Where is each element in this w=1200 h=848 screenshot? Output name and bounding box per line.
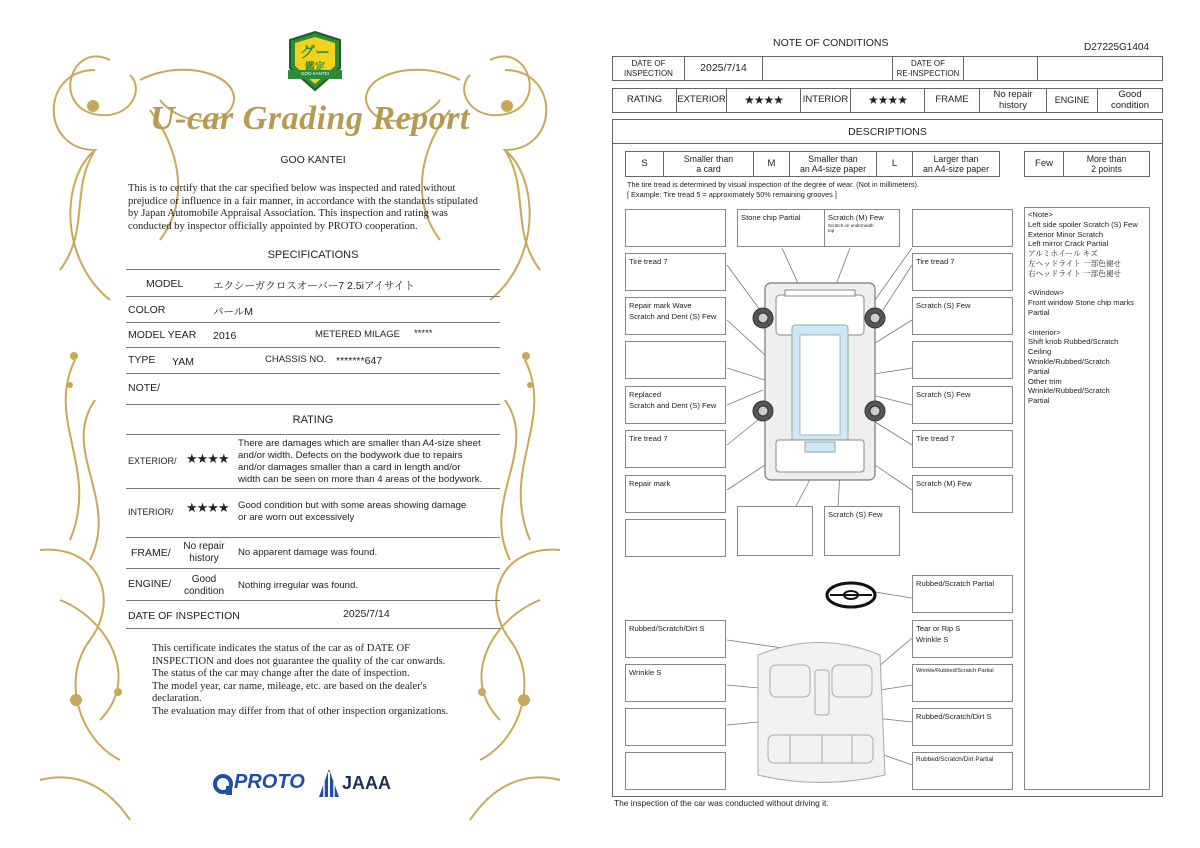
divider [126,537,500,538]
note-line: Wrinkle/Rubbed/Scratch [1028,386,1110,396]
badge-top-text: グー [299,44,330,61]
divider [126,347,500,348]
box-text: Tire tread 7 [916,257,955,266]
note-spacer [1028,279,1146,289]
legend-line: Larger than [933,153,979,164]
diagram-box-door-trim [912,664,1013,702]
jaaa-logo-text: JAAA [342,773,392,793]
box-text: Wrinkle/Rubbed/Scratch Partial [916,668,994,674]
diagram-box-driver-seat [912,620,1013,658]
type-label: TYPE [128,354,156,366]
note-line: Front window Stone chip marks [1028,298,1134,308]
box-text: Rubbed/Scratch Partial [916,579,995,588]
value-line: condition [1110,99,1150,111]
interior-description [238,500,508,524]
intro-line: This is to certify that the car specified below was inspected and rated without [128,183,456,194]
note-line: Exterior Minor Scratch [1028,229,1104,239]
value-line: No repair [993,88,1033,100]
label-line: DATE OF [910,59,946,69]
box-text: Tire tread 7 [916,434,955,443]
diagram-box-right-rear-tire [912,430,1013,468]
proto-logo [212,770,312,798]
legend-line: an A4-size paper [799,164,867,174]
diagram-box-right-top [912,209,1013,247]
engine-value-line: Good [191,574,217,585]
car-top-view [765,283,875,480]
intro-line: conducted by inspector officially appointed by PROTO cooperation. [128,220,418,232]
date-of-inspection-value: 2025/7/14 [684,57,762,80]
document-id: D27225G1404 [1084,42,1150,53]
date-of-inspection-value: 2025/7/14 [343,608,390,620]
box-text: Scratch (M) Few [828,213,884,222]
label-line: DATE OF [631,59,666,69]
frame-value-line: history [189,553,219,564]
note-line: 右ヘッドライト 一部色褪せ [1028,268,1122,278]
diagram-box-right-middle [912,341,1013,379]
proto-mark-icon [212,772,234,796]
certificate-title: U-car Grading Report [150,100,470,137]
note-line: Wrinkle/Rubbed/Scratch [1028,356,1110,366]
frame-description: No apparent damage was found. [238,547,378,558]
note-line: Left mirror Crack Partial [1028,239,1109,249]
box-text: Scratch (M) Few [916,479,972,488]
divider [126,373,500,374]
rating-label: RATING [626,94,663,106]
certificate-footer [152,643,492,719]
diagram-box-front-left-top [625,209,726,247]
legend-line: More than [1086,153,1127,164]
box-text: Scratch and Dent (S) Few [629,312,717,321]
mileage-label: METERED MILAGE [315,329,400,340]
diagram-box-front-right [824,209,900,247]
divider [126,628,500,629]
frame-value-line: No repair [183,541,225,552]
diagram-box-left-rear-tire [625,430,726,468]
diagram-box-center-console [912,708,1013,746]
interior-label: INTERIOR/ [128,507,174,517]
box-text: Wrinkle S [629,668,662,677]
box-text: Wrinkle S [916,635,949,644]
tire-note-line: [ Example: Tire tread 5 = approximately 50% remaining grooves ] [627,189,837,199]
conditions-footer: The inspection of the car was conducted without driving it. [614,798,829,808]
divider [126,600,500,601]
divider [126,322,500,323]
diagram-box-rear [737,506,813,556]
note-line: Partial [1028,396,1050,406]
diagram-box-front [737,209,827,247]
box-subtext: Scratch on underneath [828,223,874,228]
legend-line: Smaller than [683,153,734,164]
exterior-desc-line: and/or damages smaller than a card in length and/or [238,462,461,473]
frame-value [176,541,232,565]
interior-stars: ★★★★ [850,89,924,112]
note-line: 左ヘッドライト 一部色褪せ [1028,258,1122,268]
value-line: history [999,99,1027,111]
diagram-box-ceiling [625,620,726,658]
jaaa-logo [318,768,398,798]
diagram-box-right-front-door [912,297,1013,335]
jaaa-mark-icon [318,768,340,798]
footer-line: The model year, car name, mileage, etc. are based on the dealer's [152,680,427,692]
box-text: Scratch and Dent (S) Few [629,401,717,410]
badge-ribbon-text: GOO KANTEI [300,71,329,76]
note-line: <Note> [1028,210,1053,219]
exterior-stars: ★★★★ [186,451,229,466]
diagram-box-left-front-tire [625,253,726,291]
box-text: Rubbed/Scratch/Dirt S [916,712,992,721]
note-line: <Interior> [1028,327,1061,337]
legend-s: S [641,157,648,169]
frame-label: FRAME/ [131,547,171,559]
frame-label: FRAME [924,89,979,112]
box-text: Tear or Rip S [916,624,961,633]
box-text: Tire tread 7 [629,257,668,266]
legend-line: Smaller than [808,153,858,164]
divider [126,434,500,435]
specifications-heading: SPECIFICATIONS [267,249,359,261]
exterior-label: EXTERIOR [676,89,726,112]
exterior-desc-line: There are damages which are smaller than A4-size sheet [238,438,481,449]
note-line: Ceiling [1028,347,1052,357]
box-text: Repair mark Wave [629,301,692,310]
legend-m: M [753,152,789,176]
exterior-description [238,438,508,486]
box-subtext: top [828,228,835,233]
diagram-box-rear-right [824,506,900,556]
box-text: Rubbed/Scratch/Dirt S [629,624,705,633]
diagram-box-right-rear-door [912,386,1013,424]
interior-desc-line: or are worn out excessively [238,512,355,523]
diagram-box-left-trim [625,708,726,746]
legend-line: a card [696,164,721,174]
divider [126,568,500,569]
box-text: Tire tread 7 [629,434,668,443]
footer-line: This certificate indicates the status of the car as of DATE OF [152,643,410,654]
chassis-label: CHASSIS NO. [265,354,327,365]
descriptions-heading: DESCRIPTIONS [613,120,1162,144]
box-text: Replaced [629,390,662,399]
certificate-intro [128,183,508,233]
mileage-value: ***** [414,328,433,339]
engine-label: ENGINE [1046,89,1097,112]
model-label: MODEL [146,278,184,290]
type-value: YAM [172,356,194,368]
diagram-box-left-rear-door [625,386,726,424]
model-value: エクシーガクロスオーバー7 2.5iアイサイト [213,280,415,292]
condition-notes-panel [1024,207,1150,790]
divider [126,404,500,405]
model-year-value: 2016 [213,330,237,342]
badge-bottom-text: 鑑定 [305,62,325,73]
diagram-box-left-front-door [625,297,726,335]
footer-line: INSPECTION and does not guarantee the quality of the car onwards. [152,655,446,667]
divider [126,269,500,270]
interior-desc-line: Good condition but with some areas showing damage [238,500,467,511]
diagram-box-passenger-seat [625,664,726,702]
rating-heading: RATING [292,414,334,426]
legend-few: Few [1035,157,1053,169]
footer-line: The evaluation may differ from that of other inspection organizations. [152,705,449,717]
note-label: NOTE/ [128,382,161,394]
box-text: Rubbed/Scratch/Dirt Partial [916,756,994,763]
engine-description: Nothing irregular was found. [238,580,358,591]
diagram-box-right-front-tire [912,253,1013,291]
date-of-inspection-label: DATE OF INSPECTION [128,610,240,622]
intro-line: prejudice or influence in a fair manner, in accordance with the standards stipulated [128,195,478,207]
note-line: Other trim [1028,376,1062,386]
box-text: Scratch (S) Few [828,510,883,519]
label-line: INSPECTION [624,68,673,78]
interior-label: INTERIOR [800,89,850,112]
note-line: アルミホイール キズ [1028,249,1098,259]
diagram-box-rear-left-bottom [625,519,726,557]
diagram-box-rear-seat-left [625,752,726,790]
exterior-stars: ★★★★ [726,89,800,112]
value-line: Good [1118,88,1142,100]
exterior-label: EXTERIOR/ [128,456,177,466]
box-text: Scratch (S) Few [916,390,971,399]
exterior-desc-line: width can be seen on more than 4 areas of the bodywork. [238,474,483,485]
footer-line: The status of the car may change after the date of inspection. [152,668,410,680]
diagram-box-left-middle [625,341,726,379]
note-of-conditions [600,0,1200,848]
legend-l: L [876,152,912,176]
proto-logo-text: PROTO [234,771,305,793]
certificate-subtitle: GOO KANTEI [280,154,346,166]
steering-wheel-icon [827,583,875,607]
diagram-box-right-rear [912,475,1013,513]
diagram-box-left-rear [625,475,726,513]
car-interior-view [758,643,885,783]
legend-line: an A4-size paper [922,164,990,174]
chassis-value: *******647 [336,355,383,367]
box-text: Repair mark [629,479,671,488]
divider [126,488,500,489]
color-label: COLOR [128,304,166,316]
label-line: RE-INSPECTION [896,68,960,78]
intro-line: by Japan Automobile Appraisal Association. This inspection and rating was [128,208,448,220]
tire-note-line: The tire tread is determined by visual inspection of the degree of wear. (Not in millimeters). [627,180,920,189]
conditions-title: NOTE OF CONDITIONS [773,37,889,49]
engine-label: ENGINE/ [128,578,172,590]
note-line: Left side spoiler Scratch (S) Few [1028,219,1138,229]
divider [126,296,500,297]
footer-line: declaration. [152,693,202,705]
diagram-box-steering [912,575,1013,613]
goo-kantei-badge [286,30,344,92]
legend-line: 2 points [1091,164,1122,174]
engine-value-line: condition [183,586,225,597]
note-line: <Window> [1028,288,1064,298]
note-line: Partial [1028,307,1050,317]
color-value: パールM [213,306,254,318]
note-line: Partial [1028,366,1050,376]
box-text: Scratch (S) Few [916,301,971,310]
note-line: Shift knob Rubbed/Scratch [1028,337,1119,347]
engine-value [176,574,232,598]
box-text: Stone chip Partial [741,213,801,222]
model-year-label: MODEL YEAR [128,329,197,341]
diagram-box-rear-seat [912,752,1013,790]
note-spacer [1028,318,1146,328]
exterior-desc-line: and/or width. Defects on the bodywork due to repairs [238,450,463,461]
interior-stars: ★★★★ [186,500,229,515]
